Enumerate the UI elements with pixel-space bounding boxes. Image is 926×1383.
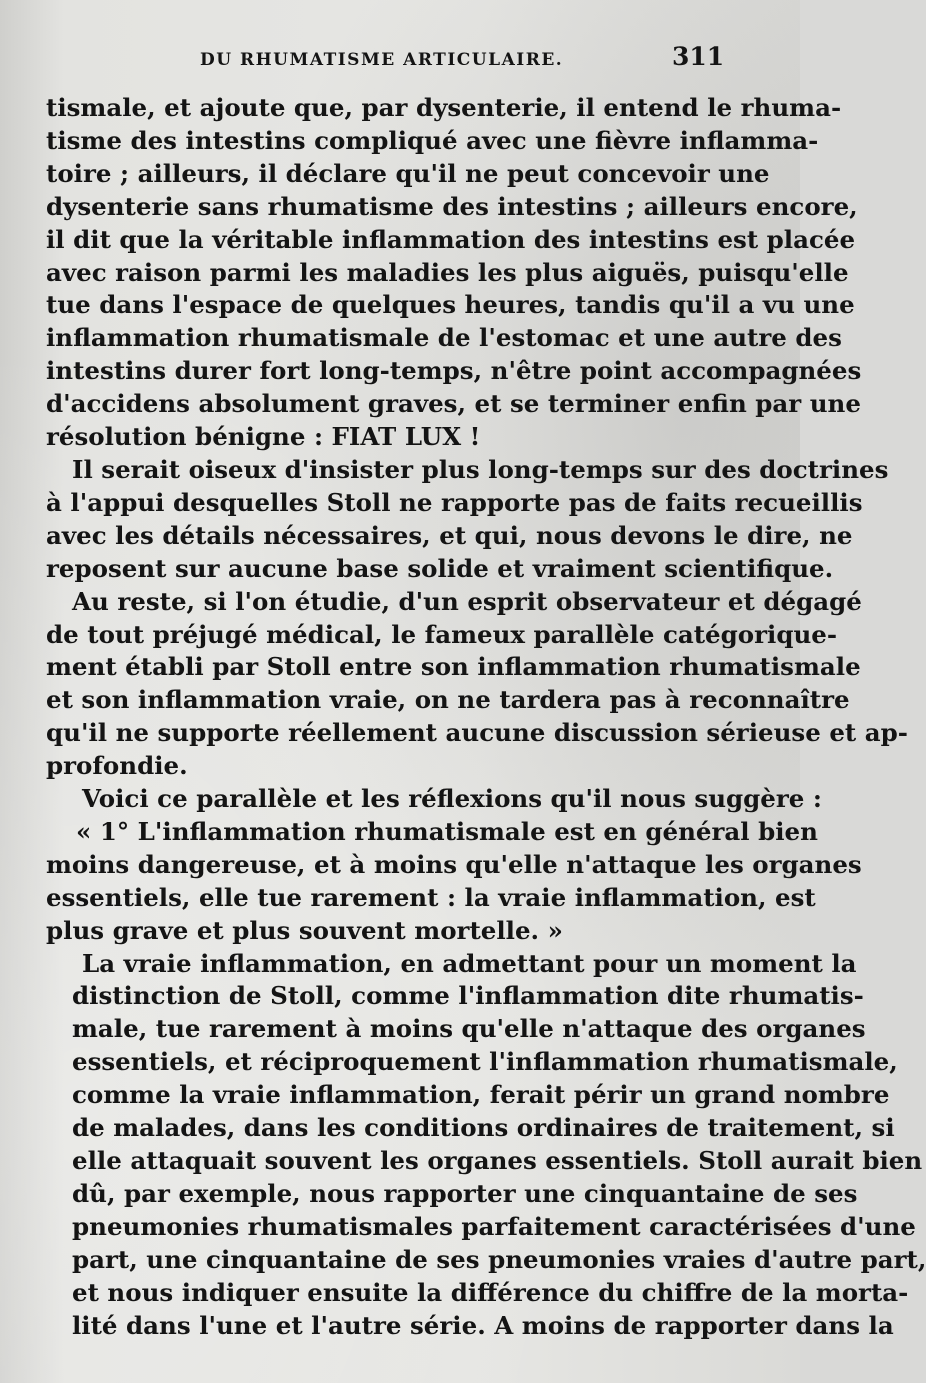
text-line: moins dangereuse, et à moins qu'elle n'attaque les organes	[46, 849, 862, 879]
text-line: distinction de Stoll, comme l'inflammation dite rhumatis-	[72, 981, 864, 1011]
text-line: plus grave et plus souvent mortelle. »	[46, 915, 563, 945]
text-line: tismale, et ajoute que, par dysenterie, il entend le rhuma-	[46, 93, 842, 122]
text-line: dysenterie sans rhumatisme des intestins ; ailleurs encore,	[46, 191, 858, 221]
body-text	[46, 92, 926, 1342]
text-line: tue dans l'espace de quelques heures, tandis qu'il a vu une	[46, 290, 855, 320]
text-line: Au reste, si l'on étudie, d'un esprit observateur et dégagé	[72, 586, 862, 616]
running-head: DU RHUMATISME ARTICULAIRE.	[200, 50, 564, 70]
text-line: intestins durer fort long-temps, n'être point accompagnées	[46, 356, 862, 386]
text-line: de malades, dans les conditions ordinaires de traitement, si	[72, 1113, 895, 1143]
text-line: comme la vraie inflammation, ferait périr un grand nombre	[72, 1080, 890, 1110]
page-number: 311	[672, 42, 725, 71]
text-line: pneumonies rhumatismales parfaitement caractérisées d'une	[72, 1211, 916, 1241]
text-line: résolution bénigne : FIAT LUX !	[46, 422, 481, 452]
text-line: dû, par exemple, nous rapporter une cinquantaine de ses	[72, 1178, 858, 1208]
text-line: à l'appui desquelles Stoll ne rapporte pas de faits recueillis	[46, 487, 863, 517]
text-line: profondie.	[46, 751, 188, 781]
text-line: lité dans l'une et l'autre série. A moins de rapporter dans la	[72, 1310, 894, 1340]
text-line: « 1° L'inflammation rhumatismale est en général bien	[76, 816, 818, 846]
text-line: d'accidens absolument graves, et se terminer enfin par une	[46, 389, 861, 419]
text-line: reposent sur aucune base solide et vraiment scientifique.	[46, 553, 834, 583]
text-line: qu'il ne supporte réellement aucune discussion sérieuse et ap-	[46, 718, 908, 748]
text-line: de tout préjugé médical, le fameux parallèle catégorique-	[46, 619, 838, 649]
text-line: La vraie inflammation, en admettant pour un moment la	[82, 948, 857, 978]
text-line: part, une cinquantaine de ses pneumonies vraies d'autre part,	[72, 1244, 926, 1274]
text-line: tisme des intestins compliqué avec une fièvre inflamma-	[46, 125, 819, 155]
text-line: essentiels, et réciproquement l'inflammation rhumatismale,	[72, 1047, 898, 1077]
text-line: male, tue rarement à moins qu'elle n'attaque des organes	[72, 1014, 866, 1044]
text-line: et son inflammation vraie, on ne tardera pas à reconnaître	[46, 685, 850, 715]
text-line: toire ; ailleurs, il déclare qu'il ne peut concevoir une	[46, 158, 770, 188]
text-line: Il serait oiseux d'insister plus long-temps sur des doctrines	[72, 454, 889, 484]
page-header	[0, 42, 800, 82]
text-line: avec raison parmi les maladies les plus aiguës, puisqu'elle	[46, 257, 849, 287]
text-line: et nous indiquer ensuite la différence du chiffre de la morta-	[72, 1277, 909, 1307]
text-line: elle attaquait souvent les organes essentiels. Stoll aurait bien	[72, 1146, 923, 1175]
text-line: Voici ce parallèle et les réflexions qu'il nous suggère :	[82, 784, 822, 814]
text-line: ment établi par Stoll entre son inflammation rhumatismale	[46, 652, 861, 682]
text-line: inflammation rhumatismale de l'estomac et une autre des	[46, 323, 842, 353]
text-line: essentiels, elle tue rarement : la vraie inflammation, est	[46, 882, 816, 912]
text-line: il dit que la véritable inflammation des intestins est placée	[46, 224, 856, 254]
text-line: avec les détails nécessaires, et qui, nous devons le dire, ne	[46, 520, 853, 550]
